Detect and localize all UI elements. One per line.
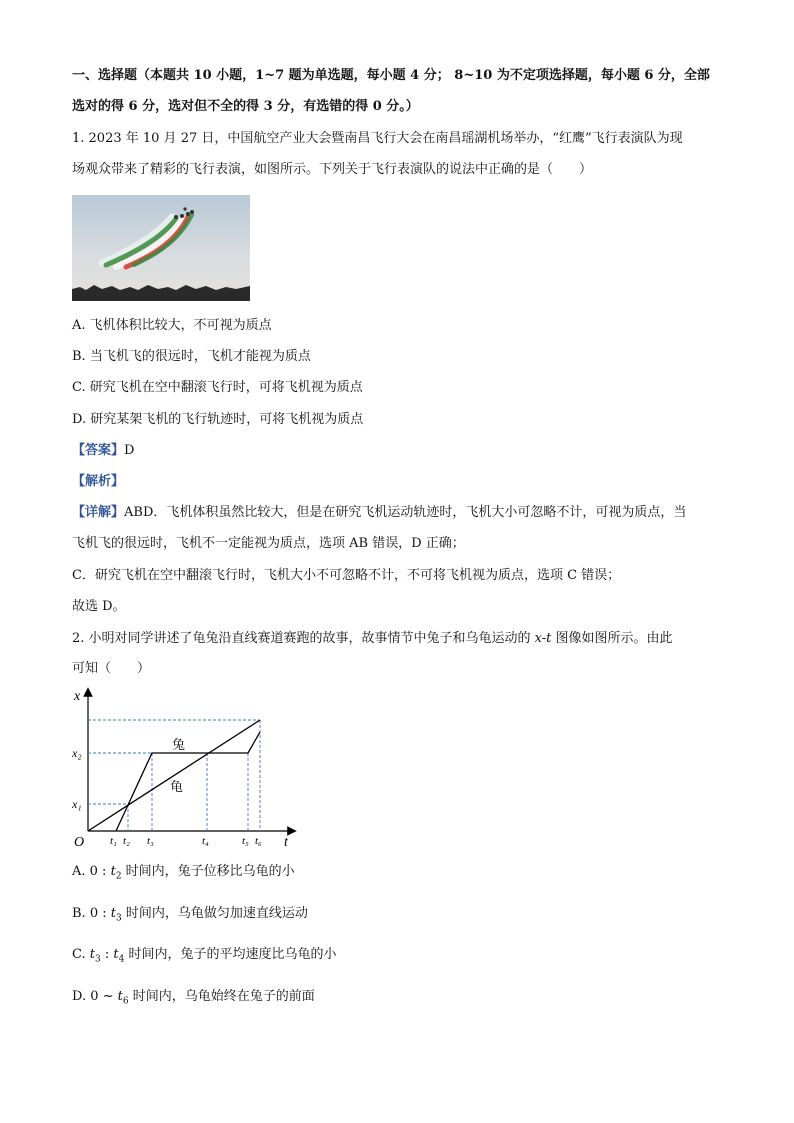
opt-d-sub: 6: [122, 996, 129, 1007]
section-heading-line-2: 选对的得 6 分，选对但不全的得 3 分，有选错的得 0 分。）: [72, 99, 419, 114]
q1-analysis-line: [72, 472, 722, 492]
q2-stem-line-2: 可知（ ）: [72, 661, 151, 676]
q1-option-d: D. 研究某架飞机的飞行轨迹时，可将飞机视为质点: [72, 412, 364, 427]
opt-d-pre: D. 0 ~: [72, 989, 118, 1004]
q1-stem-line-2: 场观众带来了精彩的飞行表演，如图所示。下列关于飞行表演队的说法中正确的是（ ）: [72, 162, 593, 177]
q2-option-c: [72, 945, 336, 970]
opt-c-mid: :: [100, 947, 114, 962]
origin-label: O: [74, 835, 85, 848]
q1-option-b: B. 当飞机飞的很远时，飞机才能视为质点: [72, 349, 311, 364]
q2-stem-variable: x-t: [534, 631, 552, 646]
opt-d-t: t: [117, 989, 123, 1004]
q2-stem-line-1: [72, 629, 722, 649]
xt-graph: [72, 686, 302, 848]
air-show-photo: [72, 195, 250, 301]
q2-option-d: [72, 987, 315, 1012]
turtle-label: 龟: [170, 779, 184, 794]
q1-option-c: C. 研究飞机在空中翻滚飞行时，可将飞机视为质点: [72, 380, 363, 395]
opt-a-sub: 2: [115, 871, 122, 882]
opt-c-pre: C.: [72, 947, 90, 962]
detail-text-1: ABD．飞机体积虽然比较大，但是在研究飞机运动轨迹时，飞机大小可忽略不计，可视为质点，当: [124, 505, 687, 520]
tick-x1: x₁: [72, 797, 82, 811]
q2-stem-part-2: 图像如图所示。由此: [551, 631, 673, 646]
answer-tag: 【答案】: [72, 443, 125, 458]
q1-detail-line-1: [72, 503, 722, 523]
answer-value: D: [124, 443, 135, 458]
opt-d-post: 时间内，乌龟始终在兔子的前面: [128, 989, 315, 1004]
q1-detail-line-3: C．研究飞机在空中翻滚飞行时，飞机大小不可忽略不计，不可将飞机视为质点，选项 C 错误；: [72, 568, 621, 583]
opt-b-pre: B. 0 :: [72, 906, 111, 921]
x-axis-label: x: [74, 689, 81, 704]
section-heading-line-1: 一、选择题（本题共 10 小题，1~7 题为单选题，每小题 4 分； 8~10 为不定项选择题，每小题 6 分，全部: [72, 68, 710, 83]
opt-c-t: t: [89, 947, 95, 962]
q1-option-a: A. 飞机体积比较大，不可视为质点: [72, 318, 272, 333]
opt-a-pre: A. 0 :: [72, 864, 111, 879]
tick-t4: t₄: [202, 835, 209, 847]
detail-tag: 【详解】: [72, 505, 125, 520]
q2-stem-part-1: 2. 小明对同学讲述了龟兔沿直线赛道赛跑的故事，故事情节中兔子和乌龟运动的: [72, 631, 535, 646]
opt-b-sub: 3: [115, 913, 122, 924]
tick-x2: x₂: [72, 746, 82, 760]
analysis-tag: 【解析】: [72, 474, 125, 489]
tick-t3: t₃: [147, 835, 154, 847]
opt-c-post: 时间内，兔子的平均速度比乌龟的小: [124, 947, 337, 962]
opt-b-post: 时间内，乌龟做匀加速直线运动: [121, 906, 308, 921]
opt-b-t: t: [110, 906, 116, 921]
rabbit-label: 兔: [172, 737, 186, 752]
q1-answer-line: [72, 441, 722, 461]
opt-a-t: t: [110, 864, 116, 879]
q2-option-a: [72, 862, 295, 887]
q2-option-b: [72, 904, 308, 929]
opt-c-t2: t: [113, 947, 119, 962]
tick-t6: t₆: [255, 835, 262, 847]
q1-detail-line-2: 飞机飞的很远时，飞机不一定能视为质点，选项 AB 错误，D 正确；: [72, 536, 465, 551]
tick-t5: t₅: [242, 835, 249, 847]
q1-stem-line-1: 1. 2023 年 10 月 27 日，中国航空产业大会暨南昌飞行大会在南昌瑶湖机场举办，“红鹰”飞行表演队为现: [72, 131, 683, 146]
rabbit-line: [116, 732, 260, 831]
opt-c-sub2: 4: [118, 954, 125, 965]
opt-a-post: 时间内，兔子位移比乌龟的小: [121, 864, 295, 879]
tick-t2: t₂: [123, 835, 130, 847]
q1-conclusion: 故选 D。: [72, 599, 126, 614]
t-axis-label: t: [284, 835, 288, 848]
tick-t1: t₁: [110, 835, 117, 847]
opt-c-sub: 3: [94, 954, 101, 965]
